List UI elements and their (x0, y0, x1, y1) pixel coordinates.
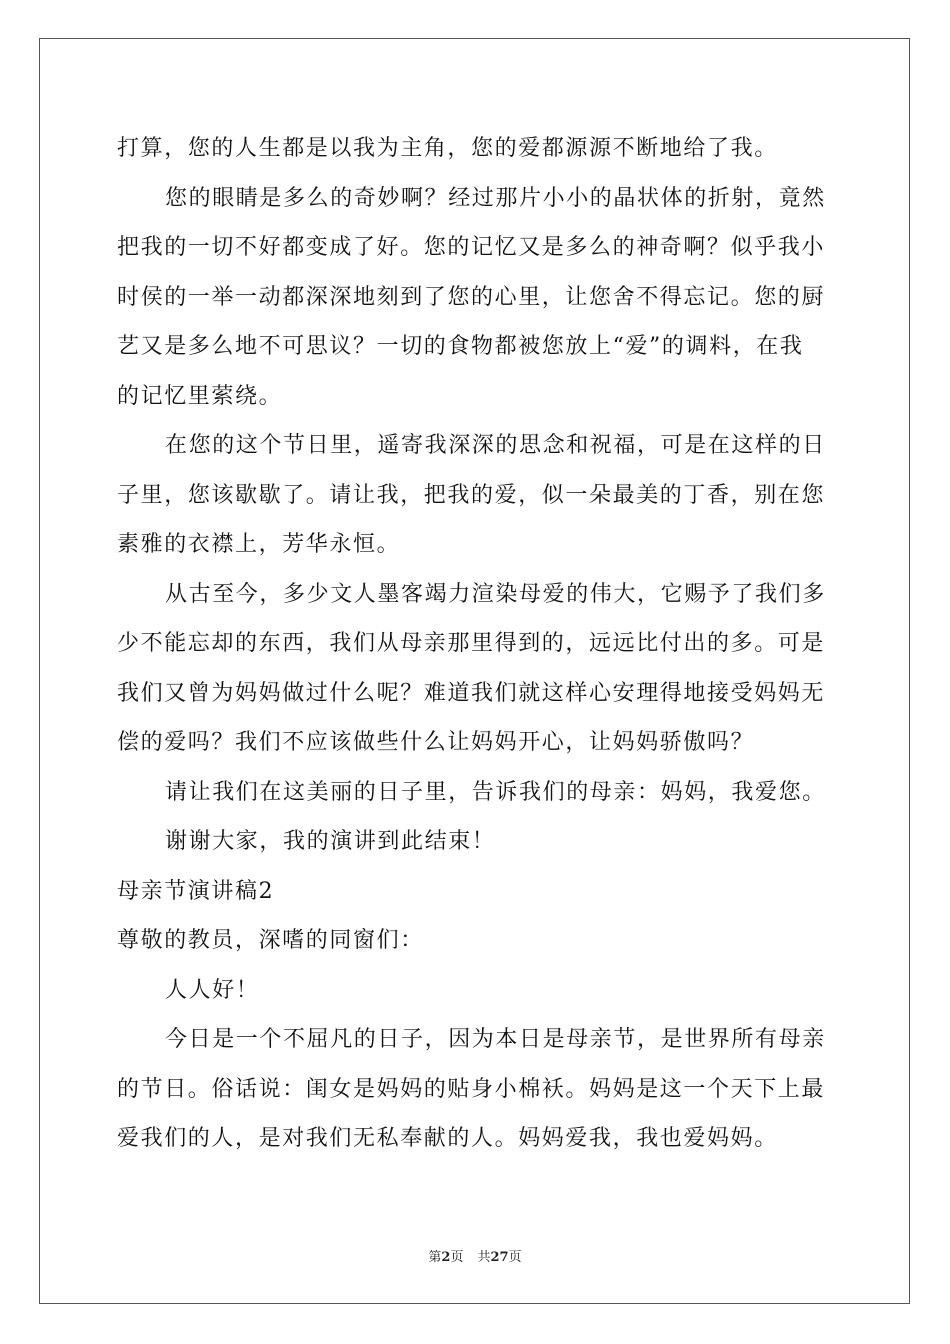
footer-total-suffix: 页 (508, 1250, 522, 1265)
total-page-count: 27 (490, 1250, 509, 1265)
text-line: 把我的一切不好都变成了好。您的记忆又是多么的神奇啊？似乎我小 (117, 235, 826, 260)
text-line: 打算，您的人生都是以我为主角，您的爱都源源不断地给了我。 (117, 136, 778, 161)
paragraph-first-line: 请让我们在这美丽的日子里，告诉我们的母亲：妈妈，我爱您。 (165, 779, 826, 805)
salutation: 尊敬的教员，深嗜的同窗们： (117, 928, 424, 953)
text-line: 艺又是多么地不可思议？一切的食物都被您放上“爱”的调料，在我 (117, 334, 804, 359)
text-line: 偿的爱吗？我们不应该做些什么让妈妈开心，让妈妈骄傲吗？ (117, 730, 755, 755)
text-line: 的节日。俗话说：闺女是妈妈的贴身小棉袄。妈妈是这一个天下上最 (117, 1076, 826, 1102)
paragraph-first-line: 您的眼睛是多么的奇妙啊？经过那片小小的晶状体的折射，竟然 (165, 185, 826, 211)
document-body (117, 124, 833, 1164)
paragraph-first-line: 在您的这个节日里，遥寄我深深的思念和祝福，可是在这样的日 (165, 433, 826, 458)
text-line: 我们又曾为妈妈做过什么呢？难道我们就这样心安理得地接受妈妈无 (117, 680, 826, 706)
text-line: 时侯的一举一动都深深地刻到了您的心里，让您舍不得忘记。您的厨 (117, 284, 826, 310)
current-page-number: 2 (441, 1250, 451, 1265)
text-line: 爱我们的人，是对我们无私奉献的人。妈妈爱我，我也爱妈妈。 (117, 1126, 778, 1151)
text-line: 素雅的衣襟上，芳华永恒。 (117, 532, 401, 557)
page-footer (0, 1246, 950, 1265)
footer-total-prefix: 共 (477, 1250, 491, 1265)
paragraph-first-line: 今日是一个不屈凡的日子，因为本日是母亲节，是世界所有母亲 (165, 1027, 826, 1052)
greeting: 人人好！ (165, 977, 260, 1003)
paragraph-first-line: 从古至今，多少文人墨客竭力渲染母爱的伟大，它赐予了我们多 (165, 581, 826, 607)
text-line: 少不能忘却的东西，我们从母亲那里得到的，远远比付出的多。可是 (117, 631, 826, 656)
paragraph-first-line: 谢谢大家，我的演讲到此结束！ (165, 829, 496, 854)
footer-page-suffix: 页 (450, 1250, 464, 1265)
text-line: 子里，您该歇歇了。请让我，把我的爱，似一朵最美的丁香，别在您 (117, 482, 826, 508)
text-line: 的记忆里萦绕。 (117, 383, 283, 409)
footer-prefix: 第 (428, 1250, 442, 1265)
section-heading: 母亲节演讲稿2 (117, 878, 275, 904)
